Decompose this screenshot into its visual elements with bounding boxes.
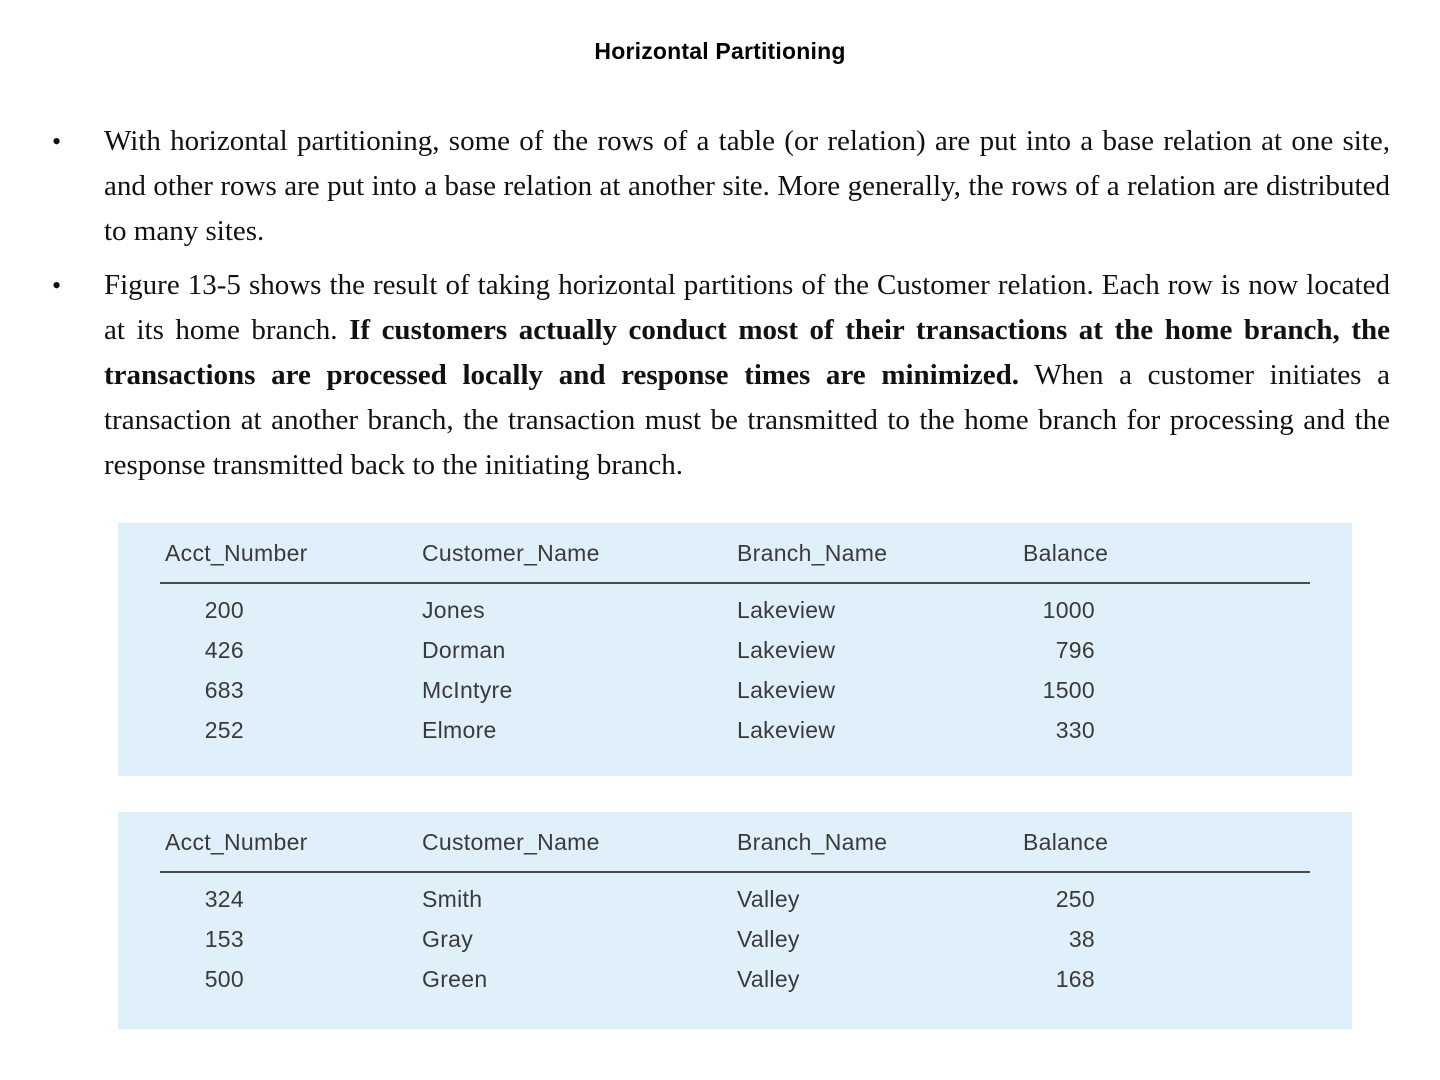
numeric-value: 168 xyxy=(1055,966,1095,992)
column-header: Acct_Number xyxy=(160,812,422,872)
table-row xyxy=(160,630,1310,670)
table-cell xyxy=(1023,583,1310,630)
table-cell: Lakeview xyxy=(737,637,836,663)
table-cell xyxy=(160,583,422,630)
table-cell: Elmore xyxy=(422,717,497,743)
table-cell xyxy=(160,872,422,919)
table-row xyxy=(160,872,1310,919)
numeric-value: 38 xyxy=(1068,926,1095,952)
table-cell: Valley xyxy=(737,926,800,952)
numeric-value: 1500 xyxy=(1042,677,1095,703)
numeric-value: 796 xyxy=(1055,637,1095,663)
customer-table-lakeview-partition xyxy=(160,523,1310,750)
table-row xyxy=(160,583,1310,630)
table-cell: Lakeview xyxy=(737,597,836,623)
table-cell: Smith xyxy=(422,886,483,912)
table-row xyxy=(160,710,1310,750)
table-cell xyxy=(160,670,422,710)
table-header-row xyxy=(160,523,1310,583)
figure-13-5-tables xyxy=(118,523,1352,1029)
bullet-marker-icon: • xyxy=(52,127,62,156)
table-row xyxy=(160,959,1310,999)
numeric-value: 200 xyxy=(204,597,244,623)
table-card-lakeview-partition xyxy=(118,523,1352,776)
numeric-value: 153 xyxy=(204,926,244,952)
column-header: Acct_Number xyxy=(160,523,422,583)
table-cell: Lakeview xyxy=(737,677,836,703)
numeric-value: 324 xyxy=(204,886,244,912)
numeric-value: 250 xyxy=(1055,886,1095,912)
numeric-value: 330 xyxy=(1055,717,1095,743)
table-cell: Valley xyxy=(737,886,800,912)
column-header: Branch_Name xyxy=(737,812,1023,872)
bullet-list xyxy=(0,119,1440,488)
numeric-value: 1000 xyxy=(1042,597,1095,623)
numeric-value: 252 xyxy=(204,717,244,743)
page-title: Horizontal Partitioning xyxy=(594,38,846,64)
bullet-text-segment: Figure 13-5 shows the result of taking horizontal partitions of the Customer relation. Each row is now located at its home branch. xyxy=(104,269,1390,346)
table-cell xyxy=(1023,670,1310,710)
table-cell xyxy=(160,959,422,999)
table-card-valley-partition xyxy=(118,812,1352,1029)
numeric-value: 426 xyxy=(204,637,244,663)
bullet-text xyxy=(104,119,1390,254)
table-cell xyxy=(1023,710,1310,750)
table-row xyxy=(160,670,1310,710)
column-header: Balance xyxy=(1023,523,1310,583)
numeric-value: 500 xyxy=(204,966,244,992)
bullet-text-segment: With horizontal partitioning, some of the rows of a table (or relation) are put into a base relation at one site, and other rows are put into a base relation at another site. More generally, the rows of a relation are distributed to many sites. xyxy=(104,125,1390,247)
table-cell: Valley xyxy=(737,966,800,992)
bullet-text-segment: When a customer initiates a transaction at another branch, the transaction must be transmitted to the home branch for processing and the response transmitted back to the initiating branch. xyxy=(104,359,1391,481)
bullet-item xyxy=(52,263,1390,488)
table-cell: Gray xyxy=(422,926,474,952)
table-cell: Green xyxy=(422,966,488,992)
bullet-text xyxy=(104,263,1390,488)
table-cell xyxy=(160,710,422,750)
column-header: Customer_Name xyxy=(422,812,737,872)
column-header: Customer_Name xyxy=(422,523,737,583)
table-row xyxy=(160,919,1310,959)
table-cell xyxy=(1023,919,1310,959)
column-header: Branch_Name xyxy=(737,523,1023,583)
numeric-value: 683 xyxy=(204,677,244,703)
bullet-marker-icon: • xyxy=(52,271,62,300)
table-cell xyxy=(160,919,422,959)
table-cell xyxy=(1023,630,1310,670)
table-cell xyxy=(1023,872,1310,919)
column-header: Balance xyxy=(1023,812,1310,872)
table-cell: Lakeview xyxy=(737,717,836,743)
bullet-item xyxy=(52,119,1390,254)
bullet-text-bold-segment: If customers actually conduct most of their transactions at the home branch, the transactions are processed locally and response times are minimized. xyxy=(104,314,1390,391)
table-cell xyxy=(1023,959,1310,999)
table-cell: Dorman xyxy=(422,637,506,663)
table-cell xyxy=(160,630,422,670)
table-cell: Jones xyxy=(422,597,485,623)
table-cell: McIntyre xyxy=(422,677,513,703)
table-header-row xyxy=(160,812,1310,872)
customer-table-valley-partition xyxy=(160,812,1310,999)
